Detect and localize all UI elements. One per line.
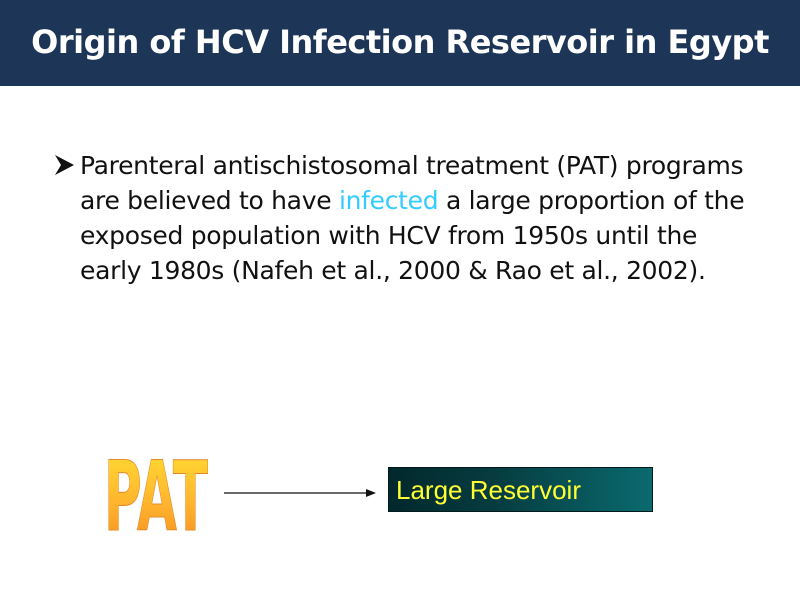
bullet-text bbox=[80, 148, 762, 288]
bullet-highlight-word: infected bbox=[338, 186, 439, 215]
bullet-text-end: a large proportion of the exposed population with HCV from 1950s until the early 1980s (Nafeh et al., 2000 & Rao et al., 2002). bbox=[80, 186, 745, 285]
pat-label: PAT bbox=[104, 441, 208, 553]
large-reservoir-label: Large Reservoir bbox=[396, 475, 581, 505]
right-arrow-icon bbox=[220, 485, 380, 501]
pat-wordart bbox=[96, 432, 216, 553]
slide-title: Origin of HCV Infection Reservoir in Egypt bbox=[31, 23, 769, 61]
large-reservoir-box bbox=[388, 467, 653, 512]
title-bar bbox=[0, 0, 800, 86]
arrowhead-bullet-icon bbox=[52, 150, 78, 180]
bullet-point bbox=[52, 148, 762, 288]
bullet-text-start: Parenteral antischistosomal treatment (PAT) programs are believed to have bbox=[80, 151, 744, 215]
